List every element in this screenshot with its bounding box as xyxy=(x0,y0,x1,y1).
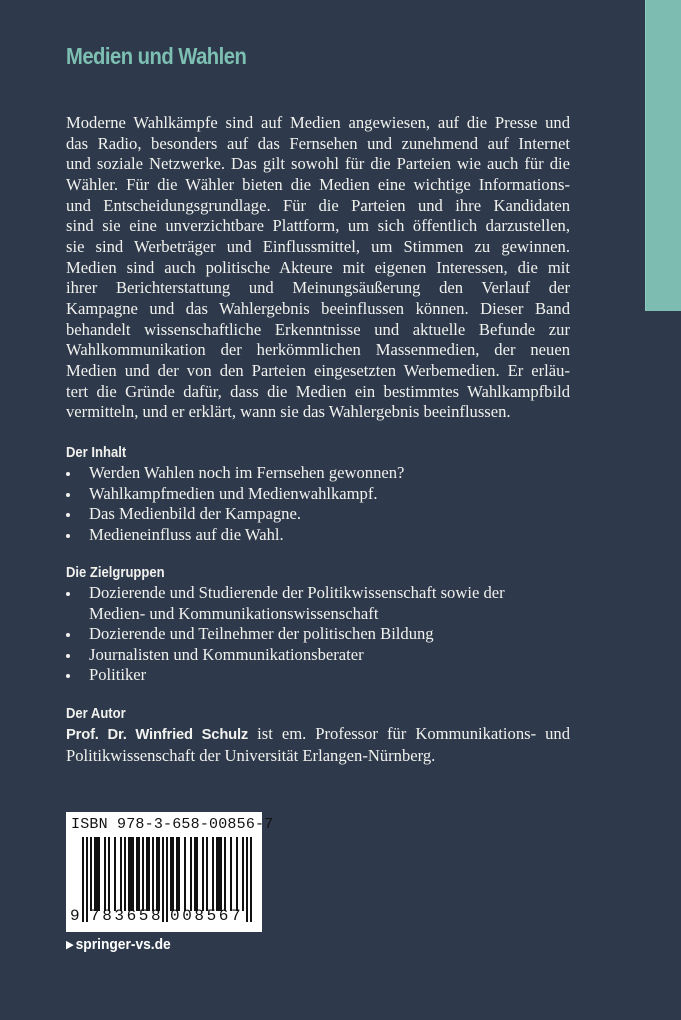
description-line: Kampagne und das Wahlergebnis beeinflussen können. Dieser Band xyxy=(66,298,570,318)
list-item: Das Medienbild der Kampagne. xyxy=(66,504,570,525)
description-line: und soziale Netzwerke. Das gilt sowohl für die Parteien wie auch für die xyxy=(66,154,570,174)
target-groups-list xyxy=(66,583,570,686)
author-bio: Prof. Dr. Winfried Schulz ist em. Professor für Kommunikations- und Politikwissenschaft der Universität Erlangen-Nürnberg. xyxy=(66,724,571,765)
contents-section xyxy=(66,443,570,545)
description-line: Wahlkommunikation der herkömmlichen Massenmedien, der neuen xyxy=(66,340,570,360)
ean-digits: 9 783658 008567 xyxy=(70,907,244,925)
bullet-icon xyxy=(66,513,70,517)
contents-heading: Der Inhalt xyxy=(66,445,127,461)
description-line: das Radio, besonders auf das Fernsehen und zunehmend auf Internet xyxy=(66,133,570,153)
list-item: Werden Wahlen noch im Fernsehen gewonnen? xyxy=(66,463,570,484)
isbn-label: ISBN 978-3-658-00856-7 xyxy=(71,816,274,833)
bullet-icon xyxy=(66,534,70,538)
list-item: Wahlkampfmedien und Medienwahlkampf. xyxy=(66,484,570,505)
publisher-url[interactable]: springer-vs.de xyxy=(75,936,171,953)
publisher-link[interactable] xyxy=(66,936,171,953)
list-item: Dozierende und Studierende der Politikwissenschaft sowie der Medien- und Kommunikationswissenschaft xyxy=(66,583,549,624)
description-line: Medien und der von den Parteien eingesetzten Werbemedien. Er erläu- xyxy=(66,360,570,380)
author-heading: Der Autor xyxy=(66,706,126,722)
target-groups-heading: Die Zielgruppen xyxy=(66,565,165,581)
bullet-icon xyxy=(66,633,70,637)
bullet-icon xyxy=(66,472,70,476)
arrow-right-icon: ▶ xyxy=(66,939,74,951)
bullet-icon xyxy=(66,654,70,658)
description-line: behandelt wissenschaftliche Erkenntnisse und aktuelle Befunde zur xyxy=(66,319,570,339)
description-line: vermitteln, und er erklärt, wann sie das Wahlergebnis beeinflussen. xyxy=(66,402,511,422)
contents-list xyxy=(66,463,570,545)
bullet-icon xyxy=(66,674,70,678)
description-line: Wähler. Für die Wähler bieten die Medien eine wichtige Informations- xyxy=(66,174,570,194)
description-line: Moderne Wahlkämpfe sind auf Medien angewiesen, auf die Presse und xyxy=(66,113,570,132)
list-item: Medieneinfluss auf die Wahl. xyxy=(66,525,570,546)
list-item: Dozierende und Teilnehmer der politischen Bildung xyxy=(66,624,570,645)
book-title: Medien und Wahlen xyxy=(66,43,247,69)
description-line: ihrer Berichterstattung und Meinungsäußerung den Verlauf der xyxy=(66,278,570,298)
list-item: Journalisten und Kommunikationsberater xyxy=(66,645,570,666)
bullet-icon xyxy=(66,592,70,596)
cover-accent-bar xyxy=(645,0,681,311)
target-groups-section xyxy=(66,563,570,686)
bullet-icon xyxy=(66,493,70,497)
isbn-barcode xyxy=(66,812,274,932)
author-name: Prof. Dr. Winfried Schulz xyxy=(66,727,249,743)
description-line: sie sind Werbeträger und Einflussmittel, um Stimmen zu gewinnen. xyxy=(66,236,570,256)
description-line: und Entscheidungsgrundlage. Für die Parteien und ihre Kandidaten xyxy=(66,195,570,215)
book-description xyxy=(66,113,570,423)
author-section xyxy=(66,704,570,766)
description-line: Medien sind auch politische Akteure mit eigenen Interessen, die mit xyxy=(66,257,570,277)
description-line: tert die Gründe dafür, dass die Medien ein bestimmtes Wahlkampfbild xyxy=(66,381,570,401)
list-item: Politiker xyxy=(66,665,570,686)
description-line: sind sie eine unverzichtbare Plattform, um sich öffentlich darzustellen, xyxy=(66,216,570,236)
